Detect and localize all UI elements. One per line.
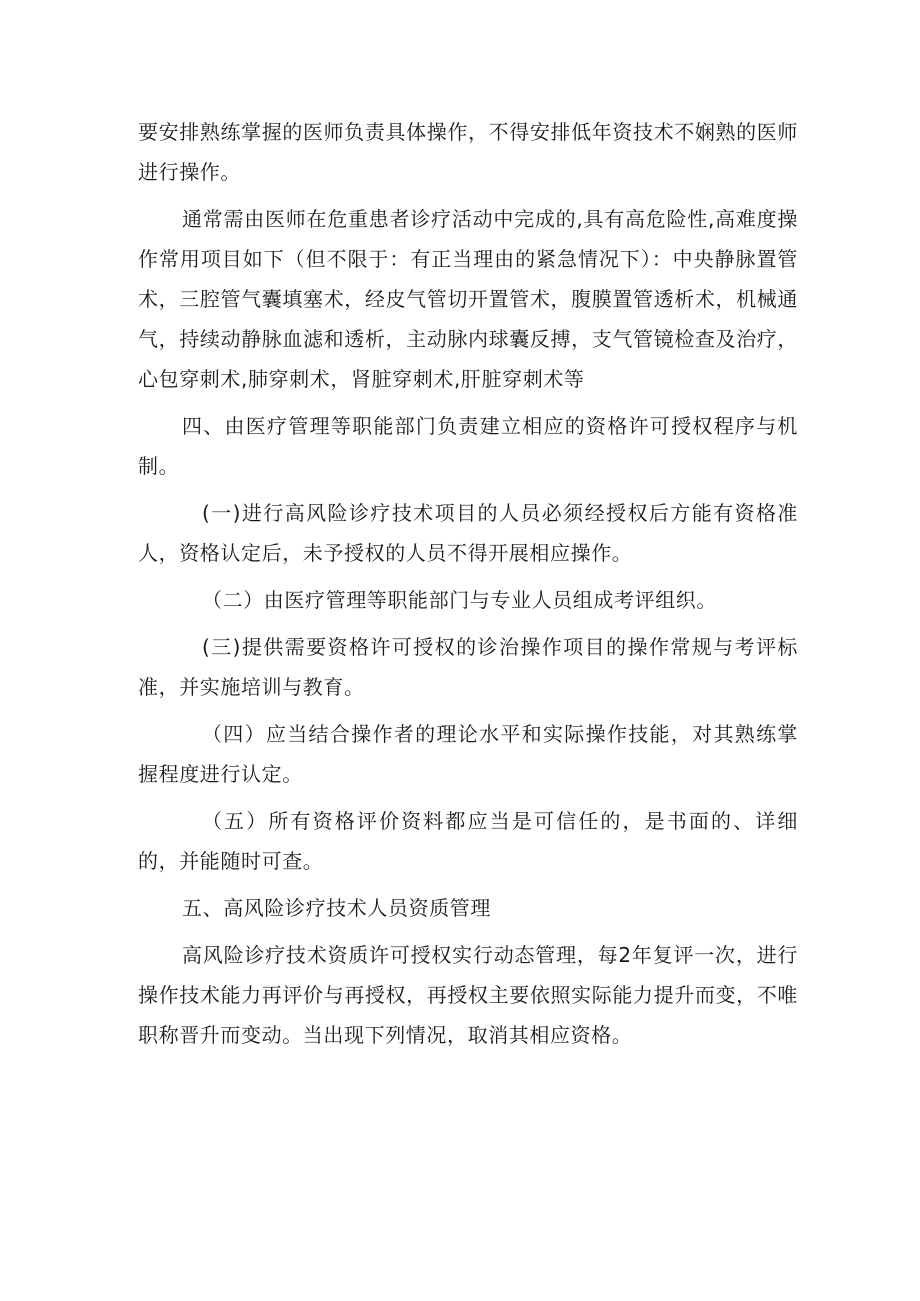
list-item-4: （四）应当结合操作者的理论水平和实际操作技能，对其熟练掌握程度进行认定。 bbox=[138, 722, 798, 786]
list-item-1: (一)进行高风险诊疗技术项目的人员必须经授权后方能有资格准人，资格认定后，未予授权的人员不得开展相应操作。 bbox=[138, 501, 798, 565]
paragraph-continuation: 要安排熟练掌握的医师负责具体操作，不得安排低年资技术不娴熟的医师进行操作。 bbox=[138, 120, 798, 184]
list-item-3: (三)提供需要资格许可授权的诊治操作项目的操作常规与考评标准，并实施培训与教育。 bbox=[138, 635, 798, 699]
paragraph-dynamic-management: 高风险诊疗技术资质许可授权实行动态管理，每2年复评一次，进行操作技术能力再评价与再授权，再授权主要依照实际能力提升而变，不唯职称晋升而变动。当出现下列情况，取消其相应资格。 bbox=[138, 943, 798, 1047]
list-item-2: （二）由医疗管理等职能部门与专业人员组成考评组织。 bbox=[202, 588, 717, 612]
section-heading-5: 五、高风险诊疗技术人员资质管理 bbox=[182, 896, 491, 920]
document-body bbox=[138, 112, 798, 1062]
section-heading-4: 四、由医疗管理等职能部门负责建立相应的资格许可授权程序与机制。 bbox=[138, 414, 798, 478]
paragraph-high-risk-procedures: 通常需由医师在危重患者诊疗活动中完成的,具有高危险性,高难度操作常用项目如下（但不限于：有正当理由的紧急情况下）：中央静脉置管术，三腔管气囊填塞术，经皮气管切开置管术，腹膜置管透析术，机械通气，持续动静脉血滤和透析，主动脉内球囊反搏，支气管镜检查及治疗，心包穿刺术,肺穿刺术，肾脏穿刺术,肝脏穿刺术等 bbox=[138, 207, 798, 391]
list-item-5: （五）所有资格评价资料都应当是可信任的，是书面的、详细的，并能随时可查。 bbox=[138, 809, 798, 873]
